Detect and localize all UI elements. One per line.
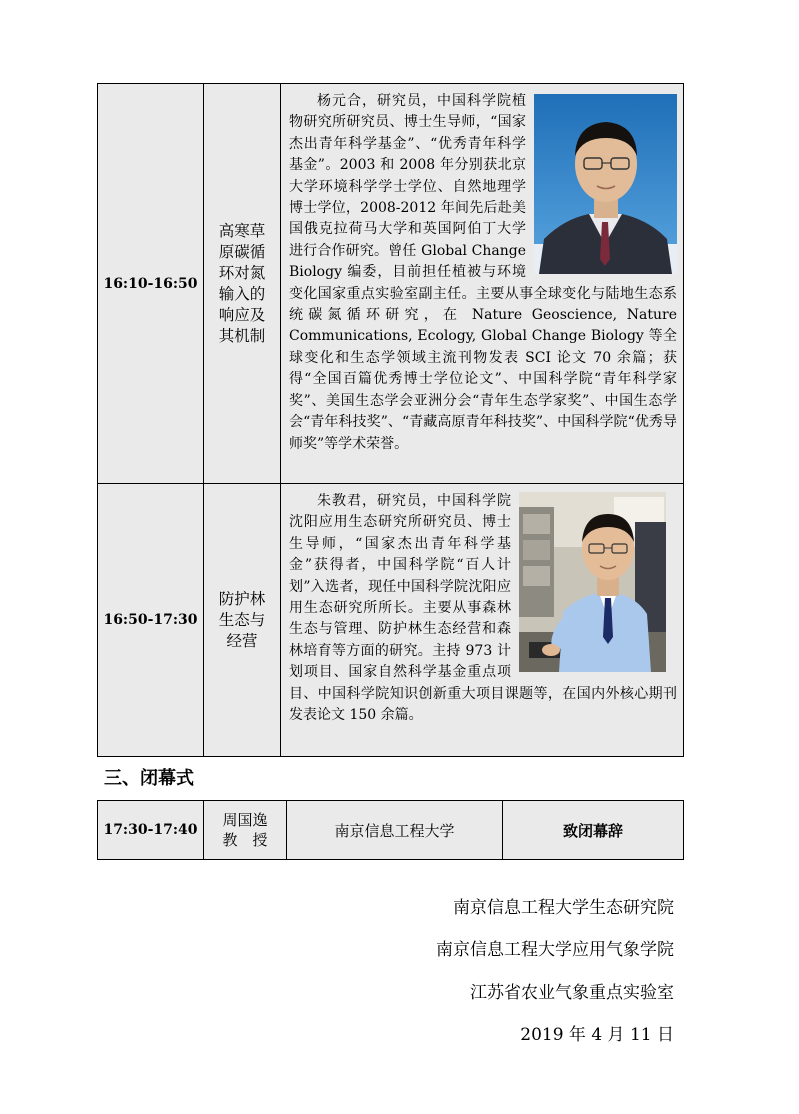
session-time: 16:10-16:50: [98, 84, 204, 484]
topic-line: 生态与: [218, 610, 266, 629]
speaker-line: 教 授: [222, 831, 268, 849]
table-row: [98, 84, 684, 484]
closing-time: 17:30-17:40: [98, 801, 204, 860]
topic-line: 其机制: [218, 326, 266, 345]
signature-line: 南京信息工程大学生态研究院: [453, 898, 674, 918]
session-topic: [204, 84, 281, 484]
speaker-photo: [534, 94, 677, 274]
topic-line: 原碳循: [218, 242, 266, 261]
speaker-photo: [519, 492, 666, 672]
closing-item: 致闭幕辞: [503, 801, 684, 860]
speaker-bio-cell: [281, 84, 684, 484]
table-row: [98, 801, 684, 860]
signature-line: 南京信息工程大学应用气象学院: [436, 940, 674, 960]
topic-line: 响应及: [218, 305, 266, 324]
speaker-line: 周国逸: [222, 811, 268, 829]
closing-organization: 南京信息工程大学: [287, 801, 503, 860]
topic-line: 经营: [226, 631, 258, 650]
closing-table: [97, 800, 684, 860]
topic-line: 环对氮: [218, 263, 266, 282]
speaker-bio-cell: [281, 484, 684, 757]
topic-line: 高寒草: [218, 221, 266, 240]
signature-date: 2019 年 4 月 11 日: [520, 1025, 674, 1045]
speaker-bio: 朱教君，研究员，中国科学院沈阳应用生态研究所研究员、博士生导师，“国家杰出青年科学基金”获得者，中国科学院“百人计划”入选者，现任中国科学院沈阳应用生态研究所所长。主要从事森林生态与管理、防护林生态经营和森林培育等方面的研究。主持 973 计划项目、国家自然科学基金重点项目、中国科学院知识创新重大项目课题等，在国内外核心期刊发表论文 150 余篇。: [289, 493, 677, 724]
speaker-bio: 杨元合，研究员，中国科学院植物研究所研究员、博士生导师，“国家杰出青年科学基金”、“优秀青年科学基金”。2003 和 2008 年分别获北京大学环境科学学士学位、自然地理学博士学位，2008-2012 年间先后赴美国俄克拉荷马大学和英国阿伯丁大学进行合作研究。曾任 Global Change Biology 编委，目前担任植被与环境变化国家重点实验室副主任。主要从事全球变化与陆地生态系统碳氮循环研究，在 Nature Geoscience, Nature Communications, Ecology, Global Change Biology 等全球变化和生态学领域主流刊物发表 SCI 论文 70 余篇；获得“全国百篇优秀博士学位论文”、中国科学院“青年科学家奖”、美国生态学会亚洲分会“青年生态学家奖”、中国生态学会“青年科技奖”、“青藏高原青年科技奖”、中国科学院“优秀导师奖”等学术荣誉。: [289, 93, 677, 452]
table-row: [98, 484, 684, 757]
session-topic: [204, 484, 281, 757]
topic-line: 防护林: [218, 589, 266, 608]
topic-line: 输入的: [218, 284, 266, 303]
closing-speaker: [204, 801, 287, 860]
schedule-table: [97, 83, 684, 757]
session-time: 16:50-17:30: [98, 484, 204, 757]
section-title: 三、闭幕式: [104, 768, 194, 789]
signature-line: 江苏省农业气象重点实验室: [470, 983, 674, 1003]
